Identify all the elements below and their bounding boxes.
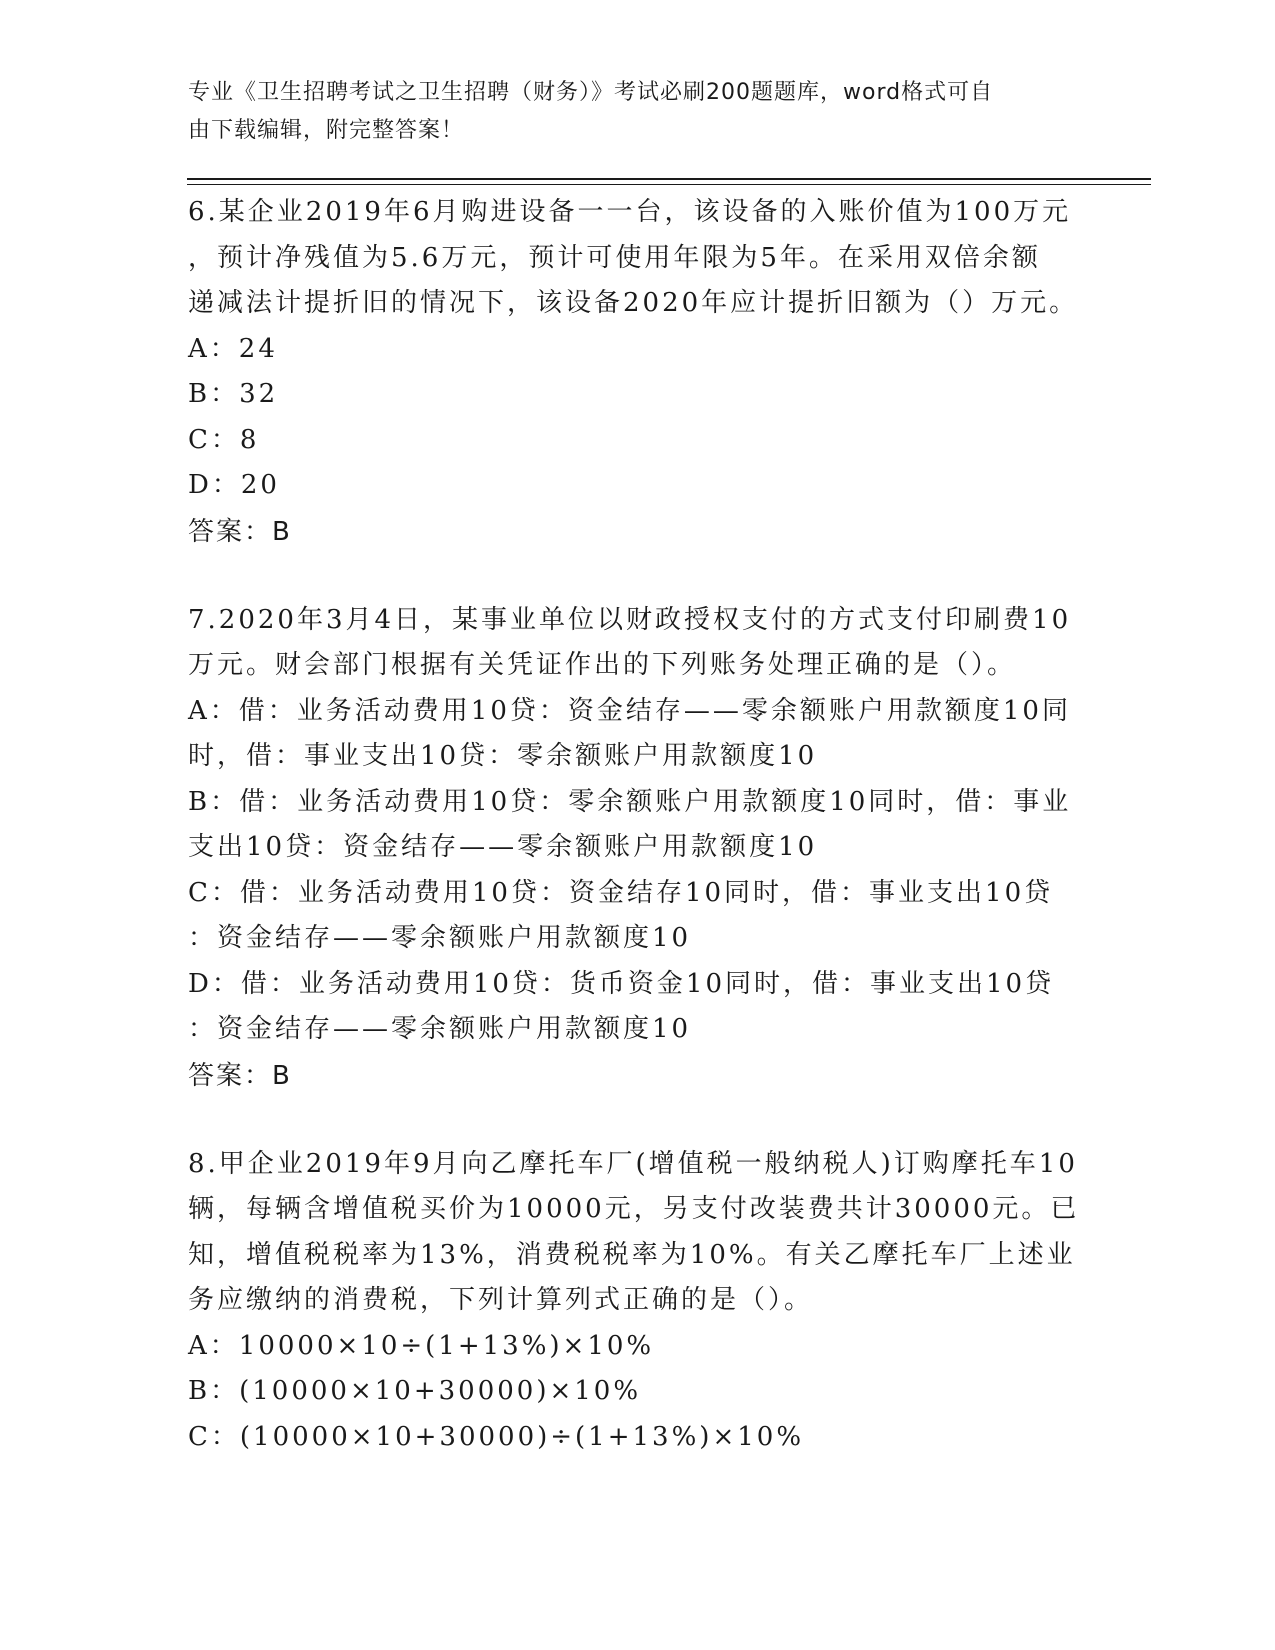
question-text-line: 6.某企业2019年6月购进设备一一台，该设备的入账价值为100万元 bbox=[188, 197, 1072, 227]
option-d: D：20 bbox=[188, 470, 280, 500]
option-b: B：32 bbox=[188, 379, 279, 409]
question-text-line: ，预计净残值为5.6万元，预计可使用年限为5年。在采用双倍余额 bbox=[188, 242, 1041, 273]
header-line: 专业《卫生招聘考试之卫生招聘（财务）》考试必刷200题题库，word格式可自 bbox=[188, 80, 994, 105]
option-a-continued: 时，借：事业支出10贷：零余额账户用款额度10 bbox=[188, 741, 818, 771]
option-d-continued: ：资金结存——零余额账户用款额度10 bbox=[188, 1014, 692, 1044]
question-text-line: 递减法计提折旧的情况下，该设备2020年应计提折旧额为（）万元。 bbox=[188, 288, 1079, 318]
option-c-continued: ：资金结存——零余额账户用款额度10 bbox=[188, 923, 692, 953]
question-text-line: 8.甲企业2019年9月向乙摩托车厂(增值税一般纳税人)订购摩托车10 bbox=[188, 1148, 1078, 1179]
header-divider-thick bbox=[187, 178, 1151, 180]
answer-line: 答案：B bbox=[188, 516, 292, 547]
option-b-continued: 支出10贷：资金结存——零余额账户用款额度10 bbox=[188, 832, 818, 862]
option-b: B：借：业务活动费用10贷：零余额账户用款额度10同时，借：事业 bbox=[188, 786, 1072, 817]
option-b: B：(10000×10+30000)×10% bbox=[188, 1376, 642, 1406]
question-8 bbox=[188, 1142, 1088, 1461]
question-text-line: 7.2020年3月4日，某事业单位以财政授权支付的方式支付印刷费10 bbox=[188, 604, 1072, 635]
question-list bbox=[188, 190, 1088, 1460]
question-text-line: 万元。财会部门根据有关凭证作出的下列账务处理正确的是（）。 bbox=[188, 650, 1017, 680]
option-a: A：借：业务活动费用10贷：资金结存——零余额账户用款额度10同 bbox=[188, 695, 1071, 726]
question-7 bbox=[188, 598, 1088, 1099]
answer-line: 答案：B bbox=[188, 1060, 292, 1091]
option-a: A：10000×10÷(1+13%)×10% bbox=[188, 1330, 655, 1361]
option-c: C：(10000×10+30000)÷(1+13%)×10% bbox=[188, 1421, 805, 1452]
document-header bbox=[188, 74, 1068, 150]
question-text-line: 知，增值税税率为13%，消费税税率为10%。有关乙摩托车厂上述业 bbox=[188, 1239, 1076, 1270]
option-c: C：借：业务活动费用10贷：资金结存10同时，借：事业支出10贷 bbox=[188, 877, 1054, 908]
question-6 bbox=[188, 190, 1088, 555]
question-text-line: 辆，每辆含增值税买价为10000元，另支付改装费共计30000元。已 bbox=[188, 1194, 1080, 1224]
question-text-line: 务应缴纳的消费税，下列计算列式正确的是（）。 bbox=[188, 1285, 814, 1315]
header-divider-thin bbox=[187, 184, 1151, 185]
option-c: C：8 bbox=[188, 424, 260, 455]
option-a: A：24 bbox=[188, 333, 278, 364]
option-d: D：借：业务活动费用10贷：货币资金10同时，借：事业支出10贷 bbox=[188, 968, 1055, 999]
header-line: 由下载编辑，附完整答案！ bbox=[188, 118, 465, 143]
